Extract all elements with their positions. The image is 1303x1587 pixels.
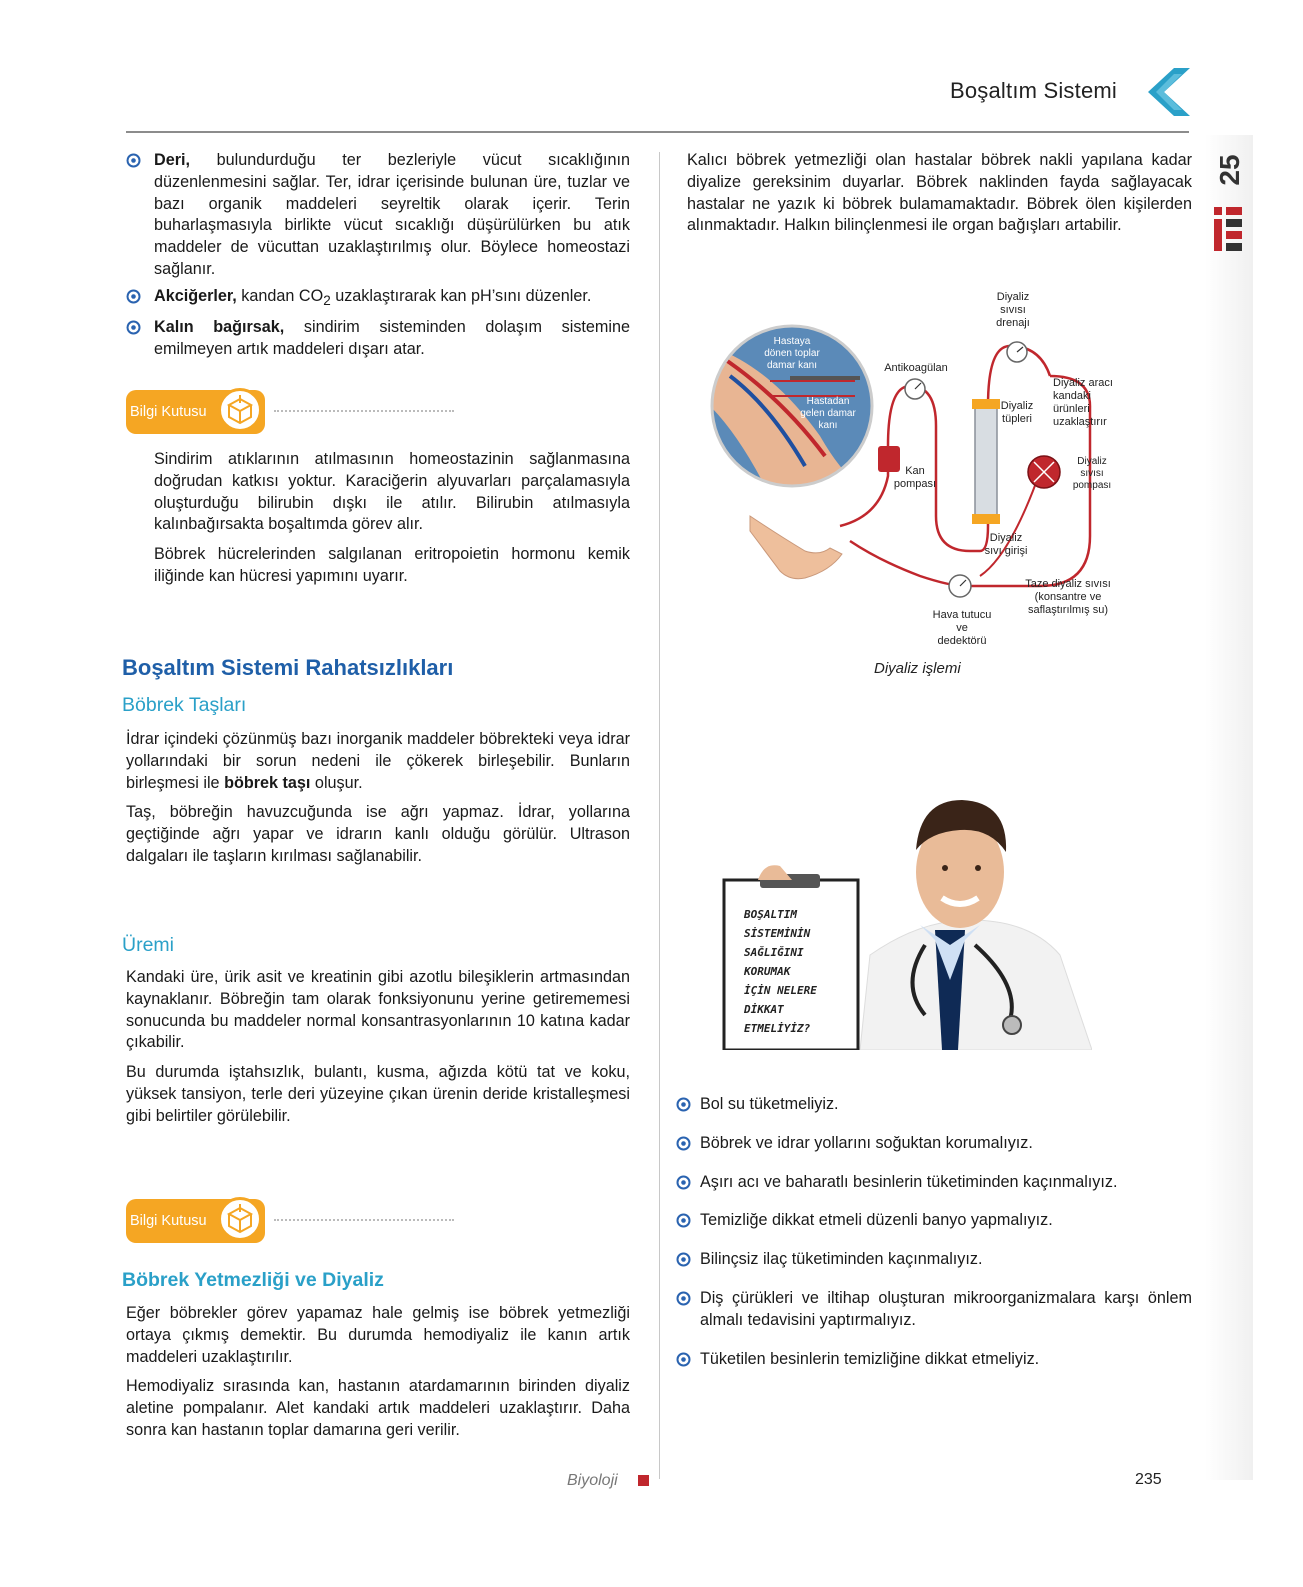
- list-item: [676, 1210, 1192, 1232]
- label-fresh: saflaştırılmış su): [1027, 604, 1109, 616]
- dialyzer-tube: [975, 401, 997, 521]
- subsection-title-yetmezlik: Böbrek Yetmezliği ve Diyaliz: [122, 1269, 384, 1291]
- label-returning: damar kanı: [766, 360, 818, 371]
- bullet-bold: Akciğerler,: [154, 286, 237, 305]
- list-item-text: Böbrek ve idrar yollarını soğuktan korumalıyız.: [700, 1133, 1033, 1152]
- right-column-intro: [687, 150, 1192, 245]
- left-column: [126, 150, 630, 365]
- blood-pump-icon: [878, 446, 900, 472]
- bullet-akcigerler: [126, 286, 630, 312]
- label-from-patient: gelen damar: [800, 408, 856, 419]
- paragraph: Taş, böbreğin havuzcuğunda ise ağrı yapmaz. İdrar, yollarına geçtiğinde ağrı yapar ve idrarın kanlı olduğu görülür. Ultrason dalgaları ile taşların kırılması sağlanabilir.: [126, 803, 630, 865]
- footer-brand: Biyoloji: [567, 1472, 618, 1489]
- side-number: 25: [1214, 154, 1245, 186]
- dotted-line: [274, 410, 454, 412]
- subscript: 2: [323, 293, 331, 309]
- label-fresh: Taze diyaliz sıvısı: [1025, 578, 1111, 590]
- paragraph: Kandaki üre, ürik asit ve kreatinin gibi azotlu bileşiklerin artmasından kaynaklanır. Böbreğin tam olarak fonksiyonunu yerine getirememesi sonucunda bu maddeler normal konsantrasyonlarının 10 katına kadar çıkabilir.: [126, 968, 630, 1052]
- label-drain: drenajı: [996, 317, 1030, 329]
- page-number: 235: [1135, 1471, 1162, 1488]
- target-bullet-icon: [126, 289, 141, 304]
- list-item: [676, 1133, 1192, 1155]
- list-item: [676, 1094, 1192, 1116]
- side-strip: [1205, 135, 1253, 1480]
- paragraph: [126, 729, 630, 794]
- target-bullet-icon: [676, 1252, 691, 1267]
- list-item: [676, 1349, 1192, 1371]
- bobrek-taslari-content: [126, 729, 630, 876]
- label-removal: uzaklaştırır: [1053, 416, 1107, 428]
- clipboard-line: ETMELİYİZ?: [744, 1022, 811, 1035]
- doctor-illustration: [720, 780, 1092, 1050]
- bilgi-kutusu-badge: [126, 388, 456, 436]
- list-item-text: Diş çürükleri ve iltihap oluşturan mikroorganizmalara karşı önlem almalı tedavisini yaptırmalıyız.: [700, 1288, 1192, 1329]
- blood-tubing: [840, 346, 1050, 551]
- label-removal: kandaki: [1053, 390, 1091, 402]
- label-anticoagulant: Antikoagülan: [884, 362, 948, 374]
- bullet-kalin-bagirsak: [126, 317, 630, 361]
- label-inlet: sıvı girişi: [984, 545, 1028, 557]
- section-title: Boşaltım Sistemi Rahatsızlıkları: [122, 655, 454, 680]
- clipboard-line: SAĞLIĞINI: [744, 946, 804, 959]
- label-from-patient: kanı: [818, 420, 838, 431]
- bullet-text: sindirim sisteminden dolaşım sistemine emilmeyen artık maddeleri dışarı atar.: [154, 317, 631, 358]
- dotted-line: [274, 1219, 454, 1221]
- label-drain: sıvısı: [1000, 304, 1026, 316]
- clipboard-line: DİKKAT: [744, 1003, 784, 1016]
- bold-term: böbrek taşı: [224, 773, 311, 792]
- subsection-title-bobrek-taslari: Böbrek Taşları: [122, 694, 247, 716]
- label-tubes: tüpleri: [1002, 413, 1032, 425]
- label-fresh: (konsantre ve: [1034, 591, 1102, 603]
- list-item-text: Aşırı acı ve baharatlı besinlerin tüketiminden kaçınmalıyız.: [700, 1172, 1118, 1191]
- label-dialysate-pump: sıvısı: [1080, 468, 1104, 479]
- label-dialysate-pump: pompası: [1072, 480, 1112, 491]
- box-icon: [218, 388, 262, 432]
- paragraph: Sindirim atıklarının atılmasının homeostazinin sağlanmasına doğrudan katkısı yoktur. Karaciğerin alyuvarları parçalamasıyla oluşturduğu bilirubin dışkı ile atılır. Bilirubin atılmasıyla kalınbağırsakta boşaltımda görev alır.: [154, 450, 630, 534]
- paragraph: Kalıcı böbrek yetmezliği olan hastalar böbrek nakli yapılana kadar diyalize gereksinim duyarlar. Böbrek naklinden fayda sağlayacak hastalar ne yazık ki böbrek bulamamaktadır. Böbrek ölen kişilerden alınmaktadır. Halkın bilinçlenmesi ile organ bağışları artabilir.: [687, 151, 1192, 235]
- target-bullet-icon: [676, 1175, 691, 1190]
- box-icon: [218, 1197, 262, 1241]
- label-blood-pump: Kan: [905, 465, 925, 477]
- target-bullet-icon: [676, 1136, 691, 1151]
- list-item-text: Temizliğe dikkat etmeli düzenli banyo yapmalıyız.: [700, 1211, 1053, 1230]
- health-tips-list: [676, 1094, 1192, 1387]
- column-divider: [659, 152, 660, 1479]
- target-bullet-icon: [126, 320, 141, 335]
- uremi-content: [126, 967, 630, 1136]
- clipboard-line: KORUMAK: [744, 965, 791, 978]
- label-air-trap: Hava tutucu: [932, 609, 992, 621]
- bullet-deri: [126, 150, 630, 281]
- list-item: [676, 1172, 1192, 1194]
- bullet-text: bulundurduğu ter bezleriyle vücut sıcaklığının düzenlenmesini sağlar. Ter, idrar içerisinde bulunan üre, tuzlar ve bazı organik maddeleri seyreltik olarak içerir. Terin buharlaşmasıyla birlikte vücut sıcaklığı düşürülürken bu atık maddeler de vücuttan uzaklaştırılmış olur. Böylece homeostazi sağlanır.: [154, 151, 630, 278]
- target-bullet-icon: [676, 1097, 691, 1112]
- paragraph: Böbrek hücrelerinden salgılanan eritropoietin hormonu kemik iliğinde kan hücresi yapımını uyarır.: [154, 545, 630, 585]
- clipboard-line: SİSTEMİNİN: [744, 927, 811, 940]
- list-item-text: Bilinçsiz ilaç tüketiminden kaçınmalıyız.: [700, 1250, 983, 1269]
- bullet-bold: Deri,: [154, 151, 190, 169]
- diagram-caption: Diyaliz işlemi: [874, 660, 961, 677]
- clipboard-line: İÇİN NELERE: [744, 984, 817, 997]
- label-air-trap: ve: [956, 622, 968, 634]
- label-returning: Hastaya: [773, 336, 811, 347]
- label-tubes: Diyaliz: [1000, 400, 1034, 412]
- label-inlet: Diyaliz: [989, 532, 1023, 544]
- header-title: Boşaltım Sistemi: [949, 78, 1117, 103]
- bilgi-kutusu-label: Bilgi Kutusu: [126, 1199, 265, 1243]
- subsection-title-uremi: Üremi: [122, 934, 174, 956]
- bullet-text: kandan CO: [236, 286, 324, 305]
- header-rule: [126, 131, 1189, 133]
- bullet-text: uzaklaştırarak kan pH’sını düzenler.: [330, 286, 592, 305]
- footer-square-icon: [638, 1475, 649, 1486]
- bilgi-kutusu-label: Bilgi Kutusu: [126, 390, 265, 434]
- label-blood-pump: pompası: [893, 478, 937, 490]
- text: oluşur.: [310, 773, 363, 792]
- list-item: [676, 1288, 1192, 1332]
- chevron-left-icon: [1146, 68, 1192, 116]
- publisher-logo-icon: [1210, 205, 1246, 255]
- label-dialysate-pump: Diyaliz: [1077, 456, 1107, 467]
- label-removal: ürünleri: [1053, 403, 1090, 415]
- target-bullet-icon: [126, 153, 141, 168]
- label-drain: Diyaliz: [996, 291, 1030, 303]
- list-item: [676, 1249, 1192, 1271]
- paragraph: Eğer böbrekler görev yapamaz hale gelmiş ise böbrek yetmezliği ortaya çıkmış demektir. Bu durumda hemodiyaliz ile kanın artık maddeleri uzaklaştırılır.: [126, 1304, 630, 1366]
- paragraph: Bu durumda iştahsızlık, bulantı, kusma, ağızda kötü tat ve koku, yüksek tansiyon, terle deri yüzeyine çıkan ürenin deride kristalleşmesi gibi belirtiler görülebilir.: [126, 1063, 630, 1125]
- bilgi-kutusu-badge: [126, 1197, 456, 1245]
- target-bullet-icon: [676, 1213, 691, 1228]
- dialysis-diagram: [710, 286, 1150, 656]
- label-from-patient: Hastadan: [806, 396, 850, 407]
- label-returning: dönen toplar: [764, 348, 820, 359]
- target-bullet-icon: [676, 1352, 691, 1367]
- text: İdrar içindeki çözünmüş bazı inorganik maddeler böbrekteki veya idrar yollarındaki bir sorun nedeni ile çökerek birleşebilir. Bunların birleşmesi ile: [126, 730, 630, 792]
- bilgi-kutusu-content: [154, 449, 630, 596]
- hand-illustration: [750, 516, 842, 579]
- list-item-text: Bol su tüketmeliyiz.: [700, 1095, 839, 1113]
- bullet-bold: Kalın bağırsak,: [154, 317, 285, 336]
- paragraph: Hemodiyaliz sırasında kan, hastanın atardamarının birinden diyaliz aletine pompalanır. Alet kandaki artık maddeleri uzaklaştırır. Daha sonra kan hastanın toplar damarına geri verilir.: [126, 1377, 630, 1439]
- list-item-text: Tüketilen besinlerin temizliğine dikkat etmeliyiz.: [700, 1349, 1040, 1368]
- target-bullet-icon: [676, 1291, 691, 1306]
- label-air-trap: dedektörü: [937, 635, 987, 647]
- label-removal: Diyaliz aracı: [1053, 377, 1113, 389]
- clipboard-line: BOŞALTIM: [744, 908, 797, 921]
- yetmezlik-content: [126, 1303, 630, 1450]
